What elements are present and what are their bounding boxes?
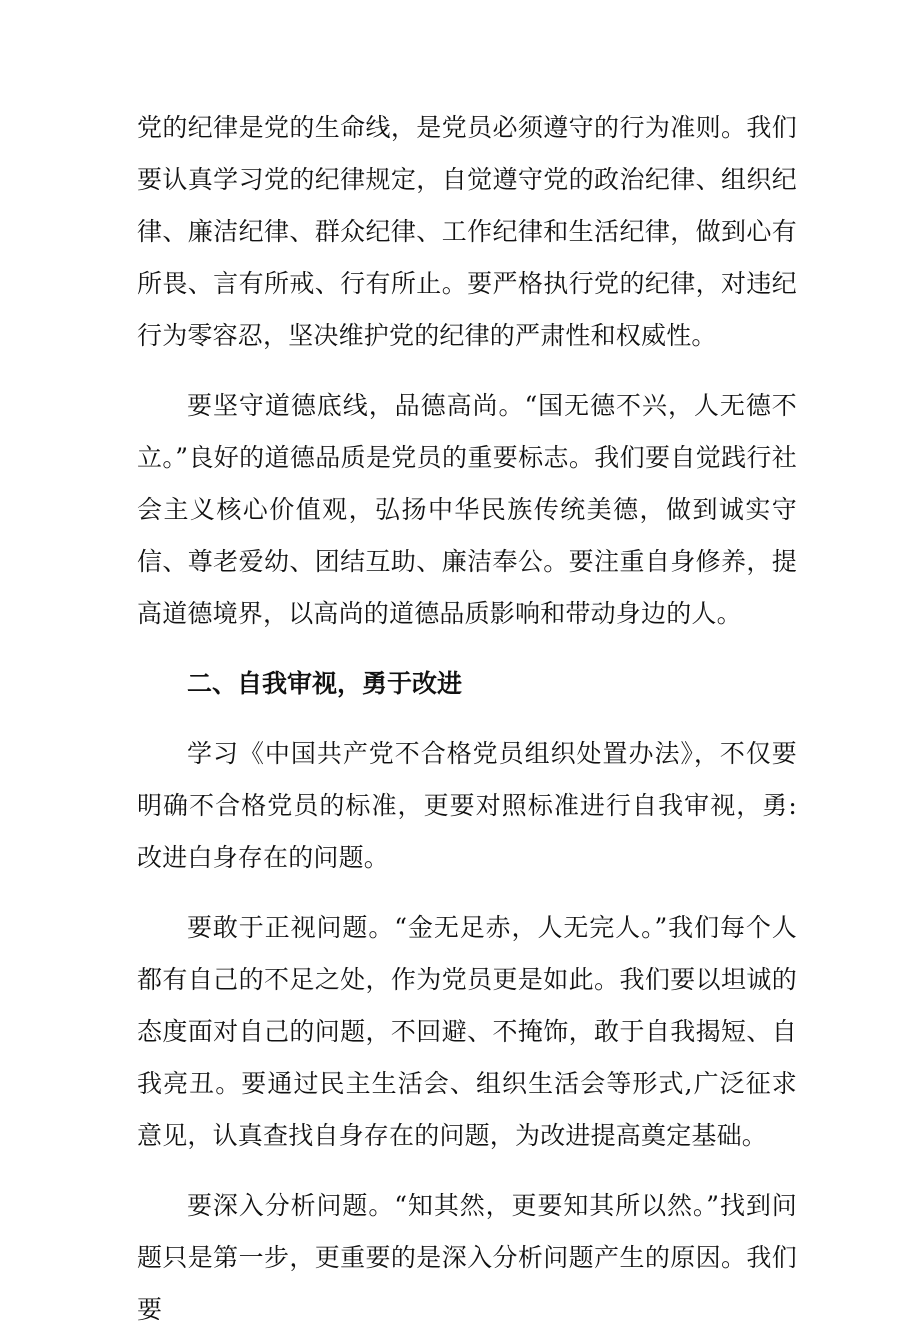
paragraph-face-problems: 要敢于正视问题。“金无足赤，人无完人。”我们每个人都有自己的不足之处，作为党员更是如此。我们要以坦诚的态度面对自己的问题，不回避、不掩饰，敢于自我揭短、自我亮丑。要通过民主生活会、组织生活会等形式,广泛征求意见，认真查找自身存在的问题，为改进提高奠定基础。 [137,913,797,1150]
paragraph-analyze-problems: 要深入分析问题。“知其然，更要知其所以然。”找到问题只是第一步，更重要的是深入分析问题产生的原因。我们要 [137,1191,797,1324]
paragraph-morality: 要坚守道德底线，品德高尚。“国无德不兴，人无德不立。”良好的道德品质是党员的重要标志。我们要自觉践行社会主义核心价值观，弘扬中华民族传统美德，做到诚实守信、尊老爱幼、团结互助、廉洁奉公。要注重自身修养，提高道德境界，以高尚的道德品质影响和带动身边的人。 [137,391,797,628]
document-body [137,102,797,1336]
paragraph-discipline: 党的纪律是党的生命线，是党员必须遵守的行为准则。我们要认真学习党的纪律规定，自觉遵守党的政治纪律、组织纪律、廉洁纪律、群众纪律、工作纪律和生活纪律，做到心有所畏、言有所戒、行有所止。要严格执行党的纪律，对违纪行为零容忍，坚决维护党的纪律的严肃性和权威性。 [137,113,797,350]
paragraph-self-review: 学习《中国共产党不合格党员组织处置办法》，不仅要明确不合格党员的标准，更要对照标准进行自我审视，勇:改进白身存在的问题。 [137,739,797,872]
section-heading: 二、自我审视，勇于改进 [187,669,463,698]
